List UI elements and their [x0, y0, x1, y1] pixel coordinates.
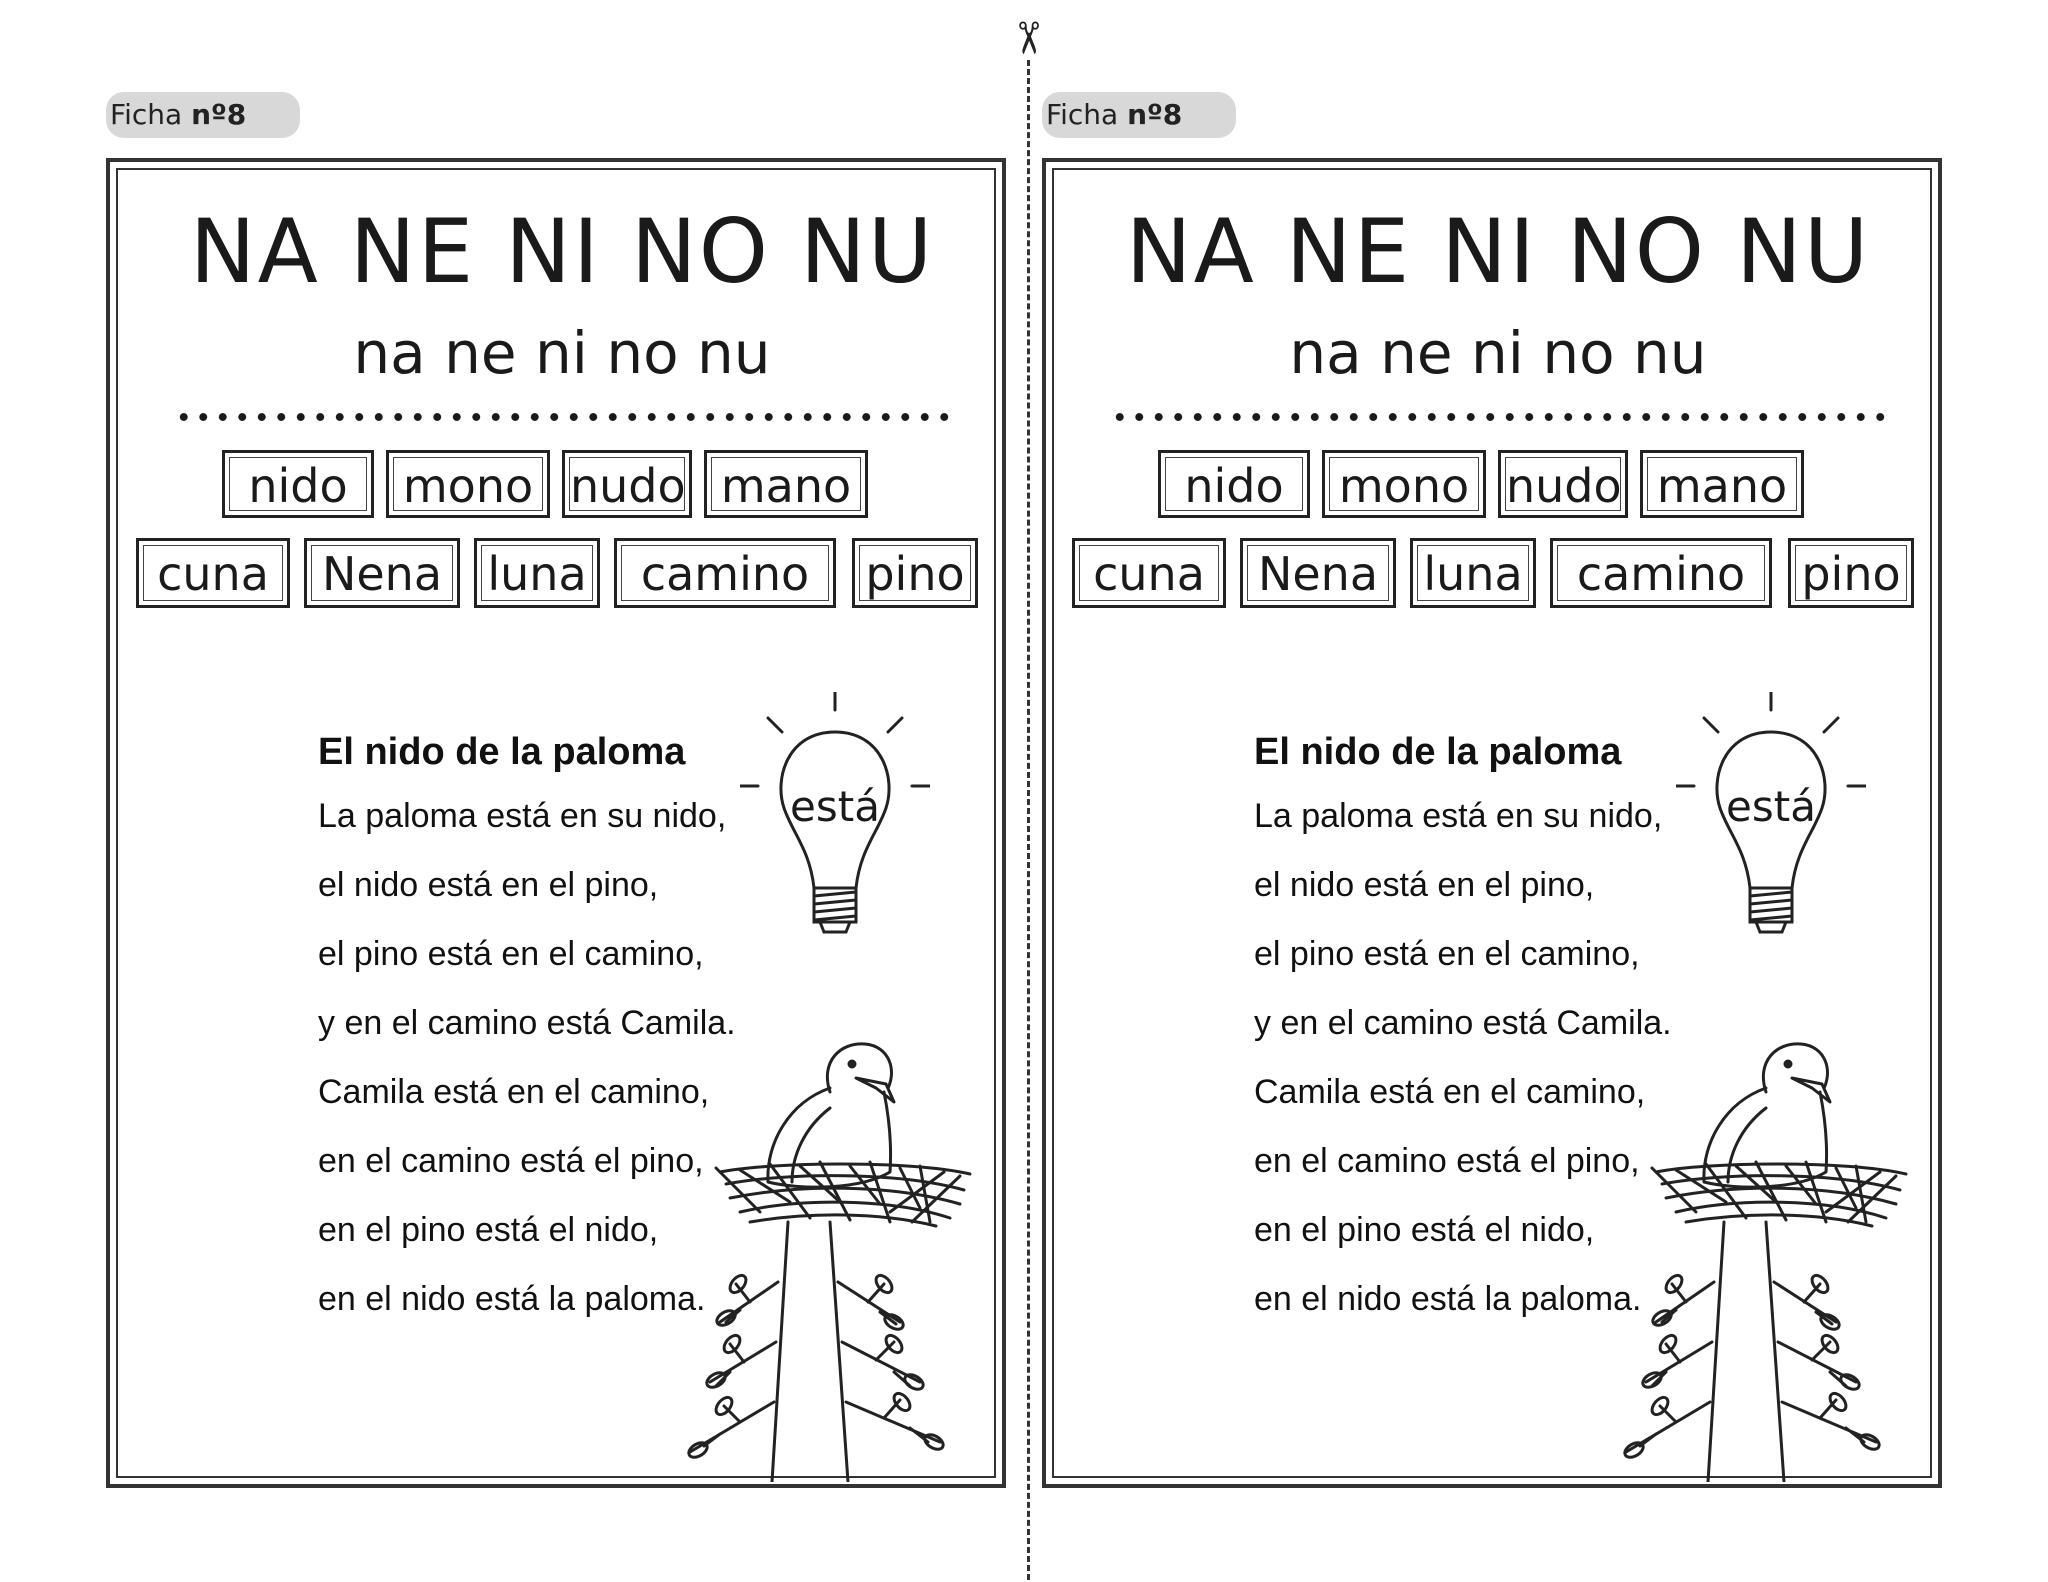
word-card: luna	[474, 538, 600, 608]
word-card: cuna	[1072, 538, 1226, 608]
word-card: Nena	[304, 538, 460, 608]
tab-number: nº8	[1127, 98, 1183, 131]
worksheet-left	[0, 0, 1000, 1582]
poem-line: el pino está en el camino,	[318, 935, 704, 973]
poem-line: en el pino está el nido,	[318, 1211, 659, 1249]
sheet-tab	[106, 92, 300, 138]
word-card: camino	[1550, 538, 1772, 608]
poem-line: en el pino está el nido,	[1254, 1211, 1595, 1249]
word-card: mono	[1322, 450, 1486, 518]
bulb-word: está	[790, 782, 880, 831]
syllables-uppercase: NA NE NI NO NU	[189, 200, 935, 303]
tab-label: Ficha	[1046, 98, 1119, 131]
word-card: nido	[1158, 450, 1310, 518]
sheet-tab	[1042, 92, 1236, 138]
scissors-icon: ✂	[1002, 19, 1053, 57]
word-card: cuna	[136, 538, 290, 608]
word-card: pino	[1788, 538, 1914, 608]
word-card: mano	[704, 450, 868, 518]
tab-label: Ficha	[110, 98, 183, 131]
tab-number: nº8	[191, 98, 247, 131]
bulb-word: está	[1726, 782, 1816, 831]
poem-line: en el camino está el pino,	[1254, 1142, 1640, 1180]
sheet-frame	[106, 158, 1006, 1488]
word-card: Nena	[1240, 538, 1396, 608]
poem-line: Camila está en el camino,	[1254, 1073, 1646, 1111]
word-card: pino	[852, 538, 978, 608]
word-card: nudo	[1498, 450, 1628, 518]
poem-line: y en el camino está Camila.	[1254, 1004, 1672, 1042]
poem-line: La paloma está en su nido,	[1254, 797, 1663, 835]
dotted-writing-line	[1110, 410, 1890, 424]
word-card: mano	[1640, 450, 1804, 518]
syllables-lowercase: na ne ni no nu	[353, 319, 771, 387]
poem-line: La paloma está en su nido,	[318, 797, 727, 835]
poem-title: El nido de la paloma	[1254, 731, 1622, 773]
syllables-lowercase: na ne ni no nu	[1289, 319, 1707, 387]
poem-line: en el nido está la paloma.	[318, 1280, 706, 1318]
poem-line: el pino está en el camino,	[1254, 935, 1640, 973]
word-card: camino	[614, 538, 836, 608]
syllables-uppercase: NA NE NI NO NU	[1125, 200, 1871, 303]
poem-line: y en el camino está Camila.	[318, 1004, 736, 1042]
word-card: luna	[1410, 538, 1536, 608]
poem-line: Camila está en el camino,	[318, 1073, 710, 1111]
poem-line: en el camino está el pino,	[318, 1142, 704, 1180]
poem-line: el nido está en el pino,	[318, 866, 659, 904]
bird-in-nest-illustration	[1616, 1022, 1936, 1482]
poem-line: en el nido está la paloma.	[1254, 1280, 1642, 1318]
poem-line: el nido está en el pino,	[1254, 866, 1595, 904]
dotted-writing-line	[174, 410, 954, 424]
poem-title: El nido de la paloma	[318, 731, 686, 773]
word-card: nido	[222, 450, 374, 518]
sheet-frame	[1042, 158, 1942, 1488]
word-card: mono	[386, 450, 550, 518]
worksheet-right	[936, 0, 1936, 1582]
word-card: nudo	[562, 450, 692, 518]
